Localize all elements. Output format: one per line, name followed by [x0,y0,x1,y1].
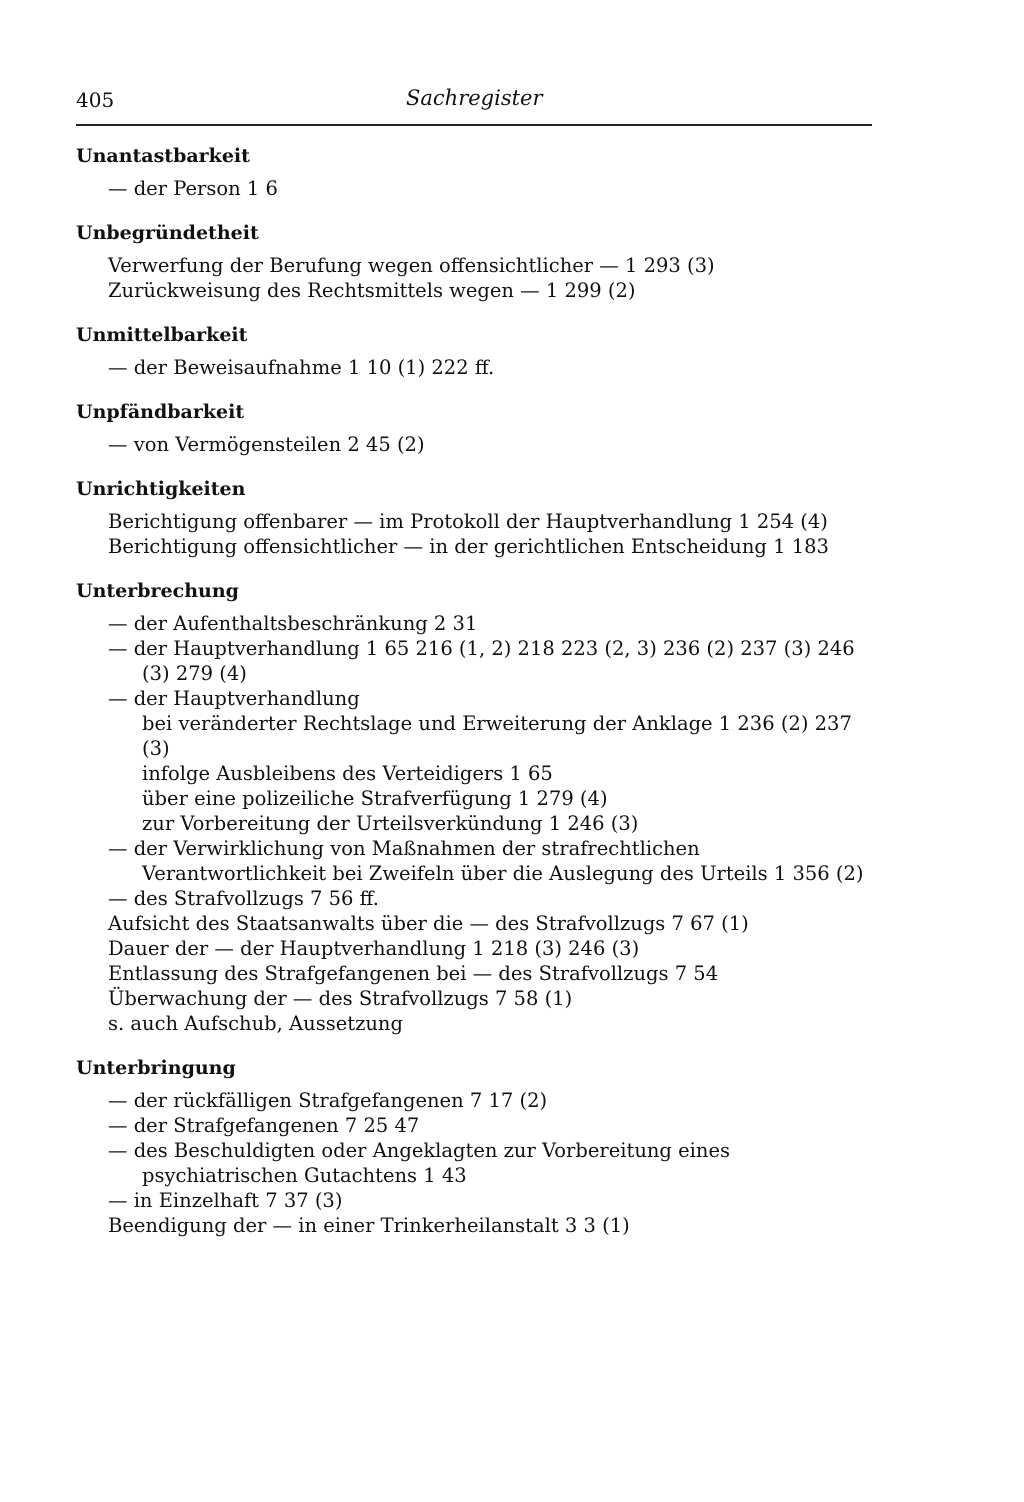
index-section [76,142,872,201]
index-heading: Unbegründetheit [76,222,259,244]
index-heading: Unterbringung [76,1057,236,1079]
index-section [76,577,872,1036]
index-entry: — in Einzelhaft 7 37 (3) [108,1189,343,1212]
index-subentry: bei veränderter Rechtslage und Erweiterung der Anklage 1 236 (2) 237 (3) [142,712,852,760]
index-entry: Beendigung der — in einer Trinkerheilanstalt 3 3 (1) [108,1214,630,1237]
index-entry: — der Hauptverhandlung 1 65 216 (1, 2) 218 223 (2, 3) 236 (2) 237 (3) 246 (3) 279 (4) [108,637,855,685]
index-heading: Unpfändbarkeit [76,401,245,423]
index-entry: Überwachung der — des Strafvollzugs 7 58 (1) [108,987,573,1010]
index-entry: Aufsicht des Staatsanwalts über die — des Strafvollzugs 7 67 (1) [108,912,749,935]
index-section [76,398,872,457]
index-subentry: zur Vorbereitung der Urteilsverkündung 1 246 (3) [142,812,639,835]
index-entry: Berichtigung offenbarer — im Protokoll der Hauptverhandlung 1 254 (4) [108,510,828,533]
index-entry: Dauer der — der Hauptverhandlung 1 218 (3) 246 (3) [108,937,640,960]
index-entry: Zurückweisung des Rechtsmittels wegen — 1 299 (2) [108,279,636,302]
index-entry: Entlassung des Strafgefangenen bei — des Strafvollzugs 7 54 [108,962,719,985]
index-heading: Unantastbarkeit [76,145,250,167]
index-entry: — des Beschuldigten oder Angeklagten zur Vorbereitung eines psychiatrischen Gutachtens 1 43 [108,1139,731,1187]
index-section [76,1054,872,1238]
page-number: 405 [76,88,115,112]
index-entry: — der Strafgefangenen 7 25 47 [108,1114,420,1137]
index-entry: — von Vermögensteilen 2 45 (2) [108,433,425,456]
index-entry: — der Beweisaufnahme 1 10 (1) 222 ff. [108,356,495,379]
index-section [76,321,872,380]
index-entry: — der Verwirklichung von Maßnahmen der strafrechtlichen Verantwortlichkeit bei Zweifeln über die Auslegung des Urteils 1 356 (2) [108,837,864,885]
index-subentry: infolge Ausbleibens des Verteidigers 1 65 [142,762,553,785]
index-content [76,142,872,1256]
index-heading: Unmittelbarkeit [76,324,248,346]
index-entry: — der Aufenthaltsbeschränkung 2 31 [108,612,478,635]
index-entry: s. auch Aufschub, Aussetzung [108,1012,403,1035]
index-heading: Unrichtigkeiten [76,478,246,500]
index-section [76,475,872,559]
index-entry: Verwerfung der Berufung wegen offensichtlicher — 1 293 (3) [108,254,715,277]
index-subentry: über eine polizeiliche Strafverfügung 1 279 (4) [142,787,608,810]
index-entry: — der rückfälligen Strafgefangenen 7 17 (2) [108,1089,548,1112]
page-header [76,84,872,126]
index-entry: — der Hauptverhandlung [108,687,360,710]
index-section [76,219,872,303]
running-title: Sachregister [406,86,543,110]
index-heading: Unterbrechung [76,580,239,602]
index-entry: — der Person 1 6 [108,177,278,200]
index-entry: — des Strafvollzugs 7 56 ff. [108,887,380,910]
index-entry: Berichtigung offensichtlicher — in der gerichtlichen Entscheidung 1 183 [108,535,829,558]
